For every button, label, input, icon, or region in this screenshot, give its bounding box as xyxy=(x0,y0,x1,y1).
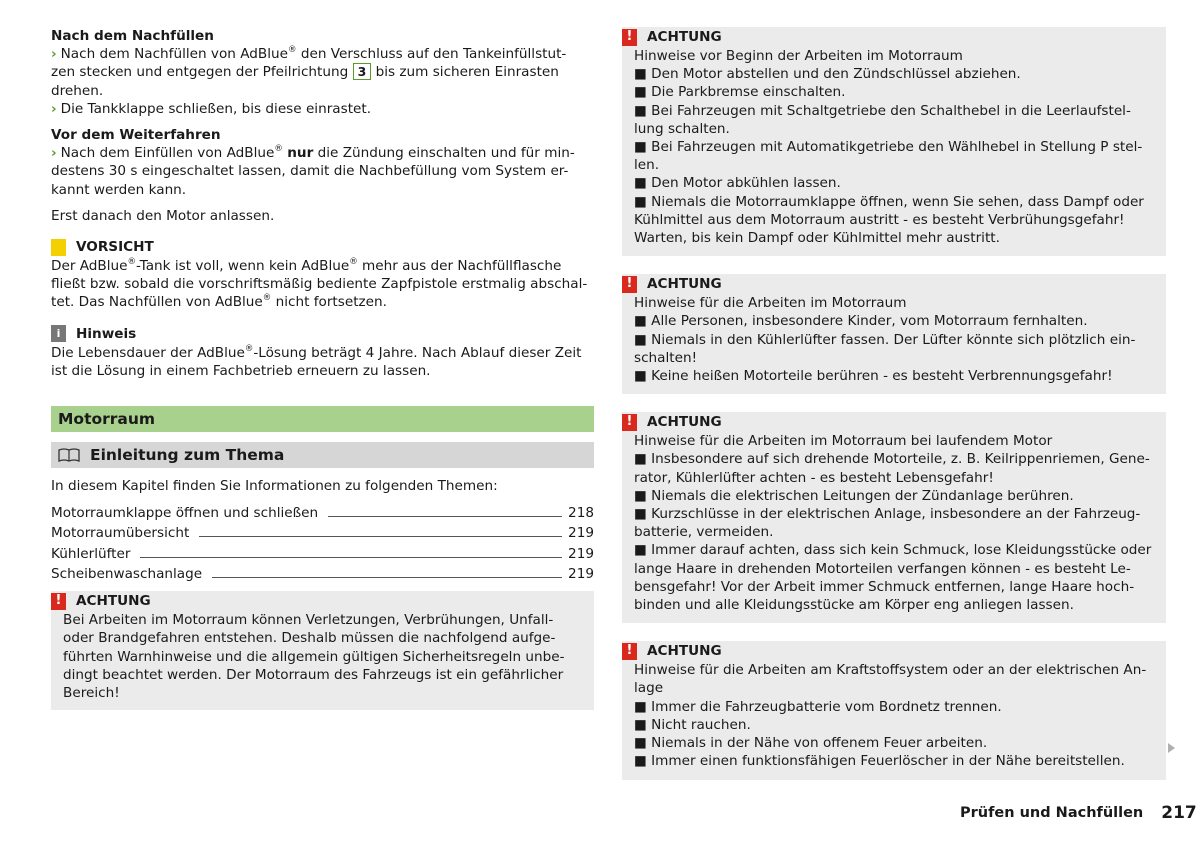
toc-row[interactable] xyxy=(51,522,594,543)
warning-box xyxy=(622,412,1166,623)
warning-box xyxy=(622,641,1166,779)
toc-row[interactable] xyxy=(51,563,594,584)
toc-row[interactable] xyxy=(51,501,594,522)
toc-page: 218 xyxy=(568,504,594,521)
warning-label: ACHTUNG xyxy=(647,276,722,293)
warning-line: Warten, bis kein Dampf oder Kühlmittel mehr austritt. xyxy=(634,230,1000,247)
toc-leader xyxy=(212,577,562,578)
warning-line: ■ Bei Fahrzeugen mit Automatikgetriebe den Wählhebel in Stellung P stel- xyxy=(634,139,1143,156)
engine-start-text: Erst danach den Motor anlassen. xyxy=(51,207,275,224)
warning-line: ■ Niemals die Motorraumklappe öffnen, wenn Sie sehen, dass Dampf oder xyxy=(634,193,1144,210)
warning-line: Hinweise für die Arbeiten im Motorraum xyxy=(634,295,907,312)
warning-icon: ! xyxy=(622,414,637,431)
warning-line: Hinweise vor Beginn der Arbeiten im Motorraum xyxy=(634,48,963,64)
warning-line: rator, Kühlerlüfter achten - es besteht Lebensgefahr! xyxy=(634,469,994,486)
warning-header xyxy=(622,412,1154,432)
warning-line: ■ Niemals in den Kühlerlüfter fassen. Der Lüfter könnte sich plötzlich ein- xyxy=(634,331,1136,348)
warning-line: Bereich! xyxy=(63,685,120,702)
warning-line: ■ Keine heißen Motorteile berühren - es besteht Verbrennungsgefahr! xyxy=(634,368,1113,385)
note-header xyxy=(51,324,594,344)
refill-heading: Nach dem Nachfüllen xyxy=(51,28,214,44)
warning-line: ■ Immer einen funktionsfähigen Feuerlöscher in der Nähe bereitstellen. xyxy=(634,753,1125,770)
warning-line: dingt beachtet werden. Der Motorraum des Fahrzeugs ist ein gefährlicher xyxy=(63,666,564,683)
toc-page: 219 xyxy=(568,545,594,562)
drive-heading: Vor dem Weiterfahren xyxy=(51,127,221,144)
warning-header xyxy=(622,641,1154,661)
warning-line: ■ Niemals die elektrischen Leitungen der Zündanlage berühren. xyxy=(634,487,1074,504)
warning-line: ■ Niemals in der Nähe von offenem Feuer arbeiten. xyxy=(634,735,988,752)
warning-line: Hinweise für die Arbeiten am Kraftstoffsystem oder an der elektrischen An- xyxy=(634,662,1147,679)
toc-page: 219 xyxy=(568,525,594,542)
warning-line: lange Haare in drehenden Motorteilen verfangen können - es besteht Le- xyxy=(634,560,1131,577)
note-label: Hinweis xyxy=(76,325,137,342)
warning-label: ACHTUNG xyxy=(647,28,722,45)
toc-page: 219 xyxy=(568,566,594,583)
refill-step-1: › Nach dem Nachfüllen von AdBlue® den Verschluss auf den Tankeinfüllstut- zen stecken und entgegen der Pfeilrichtung 3 bis zum sicheren Einrasten drehen. xyxy=(51,45,567,99)
right-column xyxy=(622,27,1166,798)
warning-box xyxy=(622,27,1166,256)
warning-line: ■ Immer die Fahrzeugbatterie vom Bordnetz trennen. xyxy=(634,698,1002,715)
note-text: Die Lebensdauer der AdBlue®-Lösung beträgt 4 Jahre. Nach Ablauf dieser Zeit ist die Lösung in einem Fachbetrieb erneuern zu lassen. xyxy=(51,343,582,379)
warning-line: bensgefahr! Vor der Arbeit immer Schmuck entfernen, lange Haare hoch- xyxy=(634,578,1135,595)
toc-title: Kühlerlüfter xyxy=(51,545,131,562)
info-icon: i xyxy=(51,325,66,342)
warning-line: Bei Arbeiten im Motorraum können Verletzungen, Verbrühungen, Unfall- xyxy=(63,612,554,629)
warning-line: ■ Bei Fahrzeugen mit Schaltgetriebe den Schalthebel in die Leerlaufstel- xyxy=(634,102,1131,119)
warning-text xyxy=(63,611,582,702)
warning-icon: ! xyxy=(622,29,637,46)
step-arrow-icon: › xyxy=(51,46,57,63)
warning-line: ■ Nicht rauchen. xyxy=(634,716,751,733)
continue-arrow-icon xyxy=(1168,743,1175,753)
toc-leader xyxy=(328,516,562,517)
warning-header xyxy=(51,591,582,611)
warning-label: ACHTUNG xyxy=(647,643,722,660)
page-footer xyxy=(960,804,1197,822)
caution-header xyxy=(51,237,594,257)
warning-line: Hinweise für die Arbeiten im Motorraum bei laufendem Motor xyxy=(634,433,1053,450)
warning-line: führten Warnhinweise und die allgemein gültigen Sicherheitsregeln unbe- xyxy=(63,648,565,665)
note-notice xyxy=(51,324,594,380)
caution-label: VORSICHT xyxy=(76,238,154,255)
caution-icon xyxy=(51,239,66,256)
warning-line: ■ Den Motor abstellen und den Zündschlüssel abziehen. xyxy=(634,66,1021,83)
warning-line: batterie, vermeiden. xyxy=(634,524,774,541)
warning-line: schalten! xyxy=(634,349,698,366)
warning-line: ■ Den Motor abkühlen lassen. xyxy=(634,175,841,192)
warning-line: binden und alle Kleidungsstücke am Körper eng anliegen lassen. xyxy=(634,597,1074,614)
caution-notice xyxy=(51,237,594,312)
toc-title: Motorraumübersicht xyxy=(51,525,190,542)
warning-icon: ! xyxy=(622,276,637,293)
warning-icon: ! xyxy=(51,593,66,610)
chapter-title: Prüfen und Nachfüllen xyxy=(960,805,1144,821)
refill-step-2: › Die Tankklappe schließen, bis diese einrastet. xyxy=(51,100,372,117)
toc-list xyxy=(51,501,594,583)
step-arrow-icon: › xyxy=(51,100,57,117)
left-column xyxy=(51,27,594,710)
warning-label: ACHTUNG xyxy=(647,414,722,431)
warning-line: lung schalten. xyxy=(634,120,730,137)
warning-line: ■ Alle Personen, insbesondere Kinder, vom Motorraum fernhalten. xyxy=(634,313,1088,330)
warning-label: ACHTUNG xyxy=(76,593,151,610)
warning-icon: ! xyxy=(622,643,637,660)
toc-leader xyxy=(199,536,562,537)
warning-line: len. xyxy=(634,157,660,174)
warning-line: ■ Immer darauf achten, dass sich kein Schmuck, lose Kleidungsstücke oder xyxy=(634,542,1152,559)
engine-bay-warning xyxy=(51,591,594,710)
section-title: Motorraum xyxy=(51,406,594,432)
toc-leader xyxy=(140,557,562,558)
toc-title: Scheibenwaschanlage xyxy=(51,566,203,583)
warning-line: oder Brandgefahren entstehen. Deshalb müssen die nachfolgend aufge- xyxy=(63,630,556,647)
caution-text: Der AdBlue®-Tank ist voll, wenn kein AdBlue® mehr aus der Nachfüllflasche fließt bzw. sobald die vorschriftsmäßig bediente Zapfpistole erstmalig abschal- tet. Das Nachfüllen von AdBlue® nicht fortsetzen. xyxy=(51,257,588,311)
warning-line: lage xyxy=(634,680,664,697)
warning-line: ■ Kurzschlüsse in der elektrischen Anlage, insbesondere an der Fahrzeug- xyxy=(634,506,1141,523)
toc-title: Motorraumklappe öffnen und schließen xyxy=(51,504,319,521)
book-icon xyxy=(58,448,80,462)
warning-header xyxy=(622,274,1154,294)
warning-header xyxy=(622,27,1154,47)
drive-step: › Nach dem Einfüllen von AdBlue® nur die Zündung einschalten und für min- destens 30 s eingeschaltet lassen, damit die Nachbefüllung vom System er- kannt werden kann. xyxy=(51,144,575,198)
subsection-title: Einleitung zum Thema xyxy=(51,442,594,468)
warning-line: Kühlmittel aus dem Motorraum austritt - es besteht Verbrühungsgefahr! xyxy=(634,211,1125,228)
page-number: 217 xyxy=(1161,803,1197,823)
toc-row[interactable] xyxy=(51,542,594,563)
intro-text: In diesem Kapitel finden Sie Informationen zu folgenden Themen: xyxy=(51,478,498,495)
warning-line: ■ Die Parkbremse einschalten. xyxy=(634,84,846,101)
step-arrow-icon: › xyxy=(51,145,57,162)
warning-box xyxy=(622,274,1166,394)
warning-line: ■ Insbesondere auf sich drehende Motorteile, z. B. Keilrippenriemen, Gene- xyxy=(634,451,1150,468)
figure-key-3: 3 xyxy=(353,63,372,80)
